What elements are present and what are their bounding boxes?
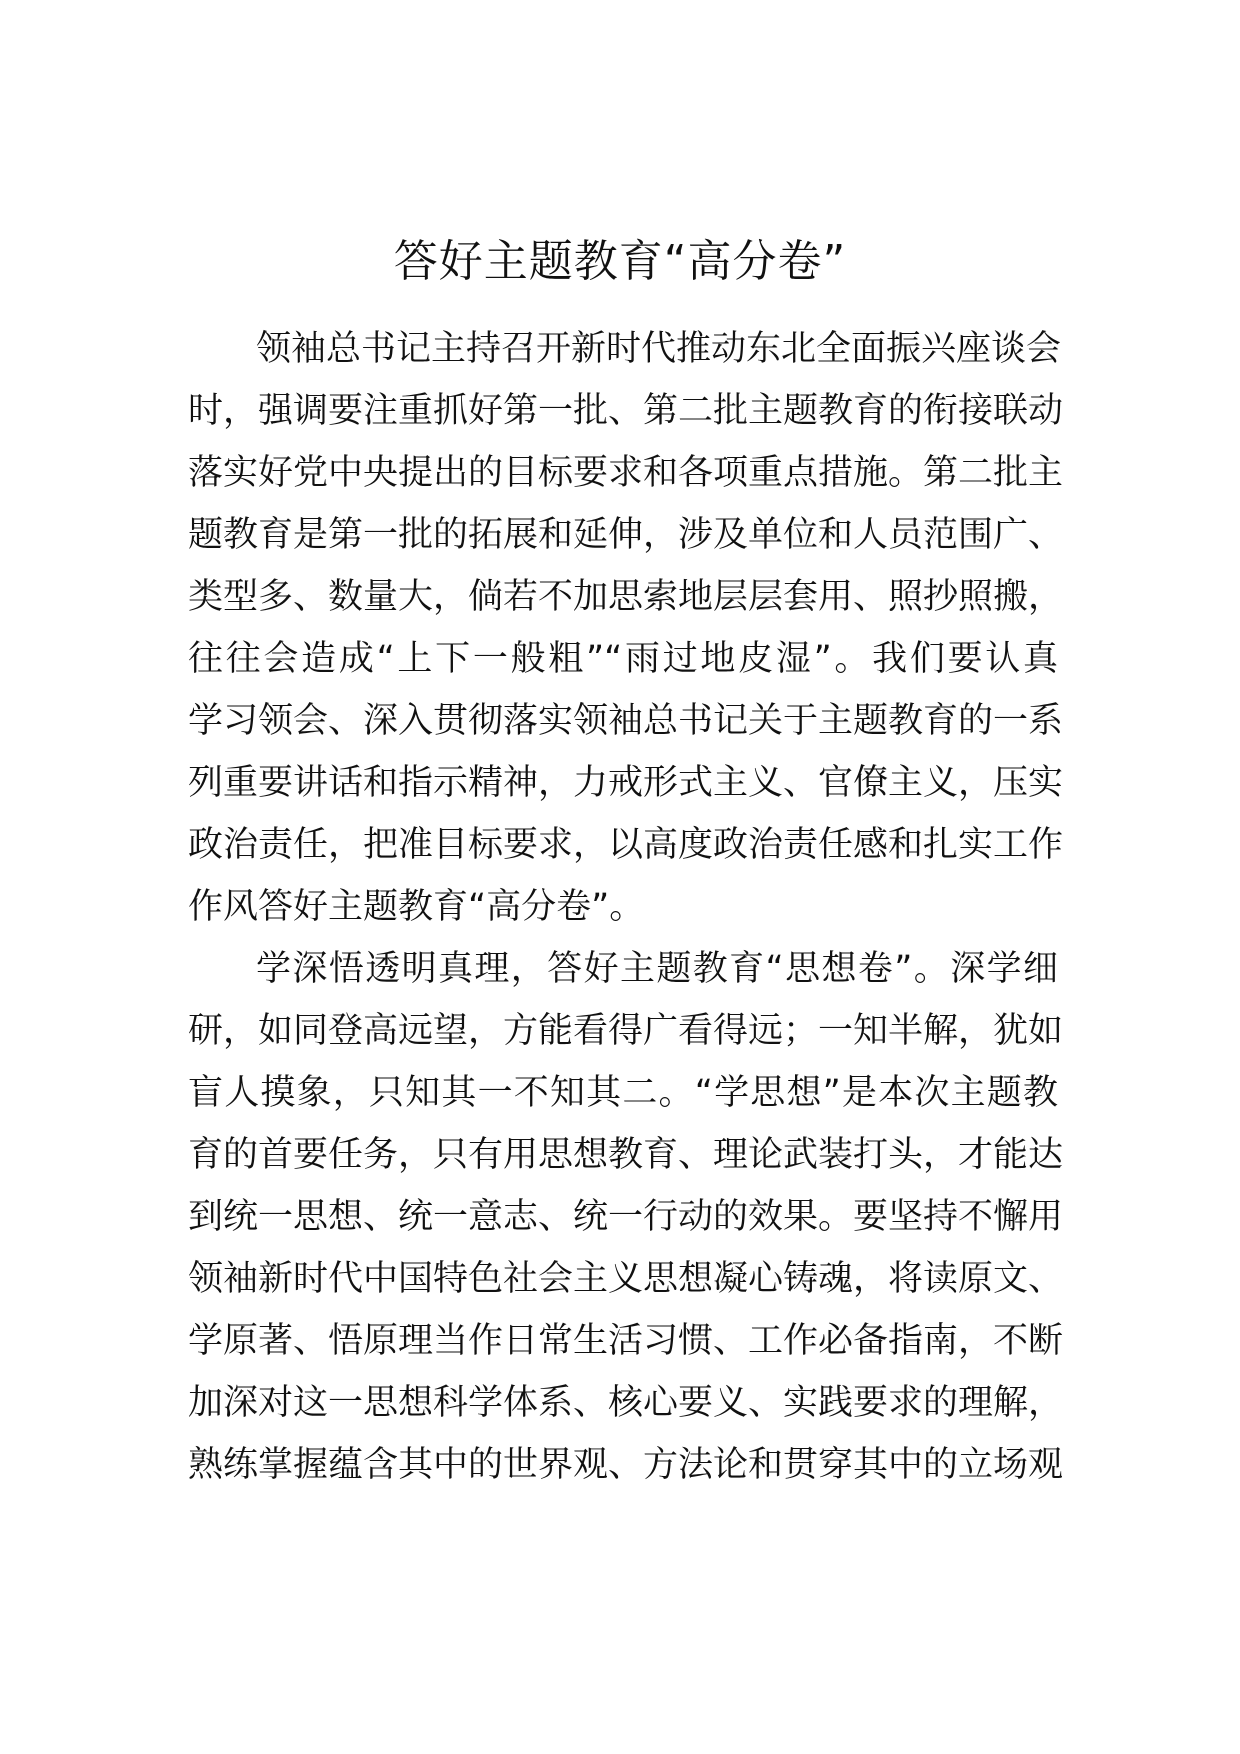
paragraph-1-line-3: 落实好党中央提出的目标要求和各项重点措施。第二批主 — [188, 453, 1064, 493]
paragraph-2-line-1: 学深悟透明真理，答好主题教育“思想卷”。深学细 — [256, 949, 1058, 989]
paragraph-1-line-7: 学习领会、深入贯彻落实领袖总书记关于主题教育的一系 — [188, 701, 1064, 741]
document-title: 答好主题教育“高分卷” — [393, 236, 847, 287]
paragraph-2-line-6: 领袖新时代中国特色社会主义思想凝心铸魂，将读原文、 — [188, 1259, 1064, 1299]
paragraph-2-line-8: 加深对这一思想科学体系、核心要义、实践要求的理解， — [188, 1383, 1064, 1423]
paragraph-2-line-4: 育的首要任务，只有用思想教育、理论武装打头，才能达 — [188, 1135, 1064, 1175]
paragraph-1-line-9: 政治责任，把准目标要求，以高度政治责任感和扎实工作 — [188, 825, 1064, 865]
paragraph-2-line-9: 熟练掌握蕴含其中的世界观、方法论和贯穿其中的立场观 — [188, 1445, 1064, 1485]
paragraph-2-line-5: 到统一思想、统一意志、统一行动的效果。要坚持不懈用 — [188, 1197, 1064, 1237]
paragraph-1-line-6: 往往会造成“上下一般粗”“雨过地皮湿”。我们要认真 — [188, 639, 1058, 679]
paragraph-1-line-10: 作风答好主题教育“高分卷”。 — [188, 887, 645, 927]
paragraph-1-line-5: 类型多、数量大，倘若不加思索地层层套用、照抄照搬， — [188, 577, 1064, 617]
paragraph-1-line-1: 领袖总书记主持召开新时代推动东北全面振兴座谈会 — [256, 329, 1062, 369]
paragraph-1-line-8: 列重要讲话和指示精神，力戒形式主义、官僚主义，压实 — [188, 763, 1064, 803]
paragraph-2-line-3: 盲人摸象，只知其一不知其二。“学思想”是本次主题教 — [188, 1073, 1058, 1113]
paragraph-1-line-4: 题教育是第一批的拓展和延伸，涉及单位和人员范围广、 — [188, 515, 1064, 555]
paragraph-2-line-2: 研，如同登高远望，方能看得广看得远；一知半解，犹如 — [188, 1011, 1064, 1051]
paragraph-1-line-2: 时，强调要注重抓好第一批、第二批主题教育的衔接联动 — [188, 391, 1064, 431]
paragraph-2-line-7: 学原著、悟原理当作日常生活习惯、工作必备指南，不断 — [188, 1321, 1064, 1361]
